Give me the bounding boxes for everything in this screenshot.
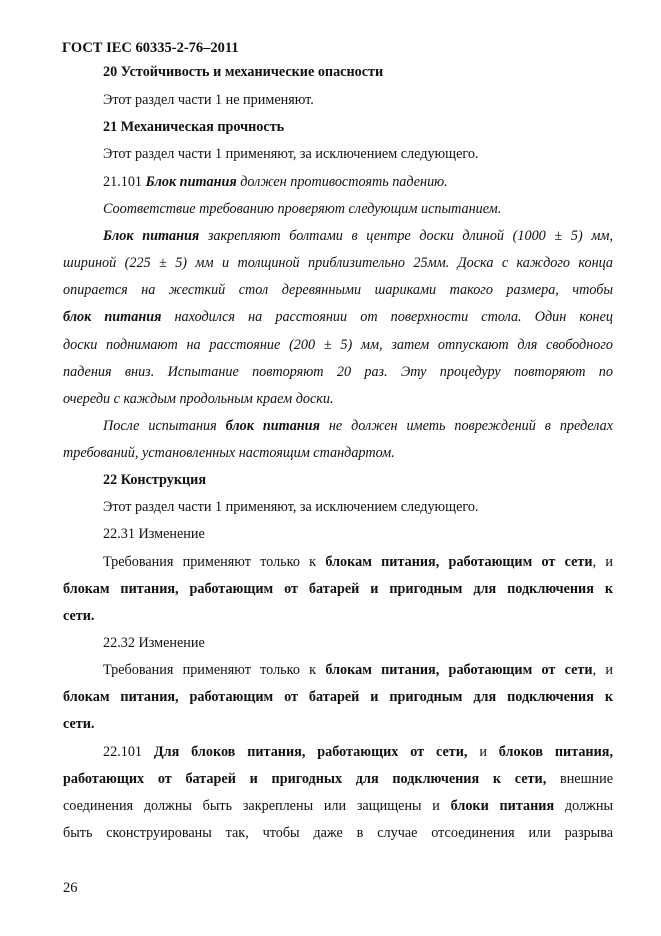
test-line-5: доски поднимают на расстояние (200 ± 5) мм, затем отпускают для свободного bbox=[63, 337, 613, 353]
clause-22-32-line-2: блокам питания, работающим от батарей и пригодным для подключения к bbox=[63, 689, 613, 705]
section-21-intro: Этот раздел части 1 применяют, за исключением следующего. bbox=[103, 146, 479, 162]
clause-text: и bbox=[467, 744, 499, 760]
test-line-3: опирается на жесткий стол деревянными шариками такого размера, чтобы bbox=[63, 282, 613, 298]
term: блок питания bbox=[225, 418, 320, 434]
clause-21-101 bbox=[103, 173, 448, 191]
test-line-4 bbox=[63, 308, 613, 326]
term: Блок питания bbox=[145, 174, 237, 190]
term: блокам питания, работающим от сети bbox=[325, 554, 593, 570]
page-number: 26 bbox=[63, 880, 78, 896]
section-22-title: 22 Конструкция bbox=[103, 472, 207, 488]
clause-text: , и bbox=[592, 662, 613, 678]
section-20-title: 20 Устойчивость и механические опасности bbox=[103, 64, 384, 80]
clause-22-32-line-3: сети. bbox=[63, 716, 95, 732]
clause-text: соединения должны быть закреплены или защищены и bbox=[63, 798, 451, 814]
clause-number: 21.101 bbox=[103, 174, 146, 190]
term: блокам питания, работающим от сети bbox=[325, 662, 593, 678]
after-text: не должен иметь повреждений в пределах bbox=[319, 418, 614, 434]
clause-22-32-line-1 bbox=[103, 661, 613, 679]
section-20-text: Этот раздел части 1 не применяют. bbox=[103, 92, 314, 108]
term: работающих от батарей и пригодных для подключения к сети, bbox=[63, 771, 547, 787]
term: блоков питания, bbox=[498, 744, 614, 760]
section-22-intro: Этот раздел части 1 применяют, за исключением следующего. bbox=[103, 499, 479, 515]
clause-22-31-line-2: блокам питания, работающим от батарей и пригодным для подключения к bbox=[63, 581, 613, 597]
test-line-6: падения вниз. Испытание повторяют 20 раз. Эту процедуру повторяют по bbox=[63, 364, 613, 380]
compliance-text: Соответствие требованию проверяют следующим испытанием. bbox=[103, 201, 502, 217]
clause-text: внешние bbox=[546, 771, 613, 787]
term: блок питания bbox=[63, 309, 162, 325]
term: блоки питания bbox=[450, 798, 555, 814]
clause-22-32-heading: 22.32 Изменение bbox=[103, 635, 205, 651]
section-21-title: 21 Механическая прочность bbox=[103, 119, 285, 135]
test-text: находился на расстоянии от поверхности стола. Один конец bbox=[161, 309, 613, 325]
term: Для блоков питания, работающих от сети, bbox=[153, 744, 468, 760]
clause-text: Требования применяют только к bbox=[103, 662, 326, 678]
clause-22-101-line-1 bbox=[103, 743, 613, 761]
test-text: закрепляют болтами в центре доски длиной (1000 ± 5) мм, bbox=[199, 228, 613, 244]
clause-22-101-line-2 bbox=[63, 770, 613, 788]
after-test-line-1 bbox=[103, 417, 613, 435]
clause-text: , и bbox=[592, 554, 613, 570]
clause-text: должны bbox=[554, 798, 613, 814]
term: Блок питания bbox=[103, 228, 200, 244]
clause-22-101-line-3 bbox=[63, 797, 613, 815]
clause-22-31-line-3: сети. bbox=[63, 608, 95, 624]
after-text: После испытания bbox=[103, 418, 226, 434]
after-test-line-2: требований, установленных настоящим стандартом. bbox=[63, 445, 395, 461]
clause-text: Требования применяют только к bbox=[103, 554, 326, 570]
test-line-2: шириной (225 ± 5) мм и толщиной приблизительно 25мм. Доска с каждого конца bbox=[63, 255, 613, 271]
test-line-1 bbox=[103, 227, 613, 245]
clause-22-101-line-4: быть сконструированы так, чтобы даже в случае отсоединения или разрыва bbox=[63, 825, 613, 841]
clause-22-31-heading: 22.31 Изменение bbox=[103, 526, 205, 542]
clause-number: 22.101 bbox=[103, 744, 154, 760]
standard-header: ГОСТ IEC 60335-2-76–2011 bbox=[62, 40, 239, 56]
test-line-7: очереди с каждым продольным краем доски. bbox=[63, 391, 334, 407]
clause-22-31-line-1 bbox=[103, 553, 613, 571]
clause-text: должен противостоять падению. bbox=[236, 174, 448, 190]
